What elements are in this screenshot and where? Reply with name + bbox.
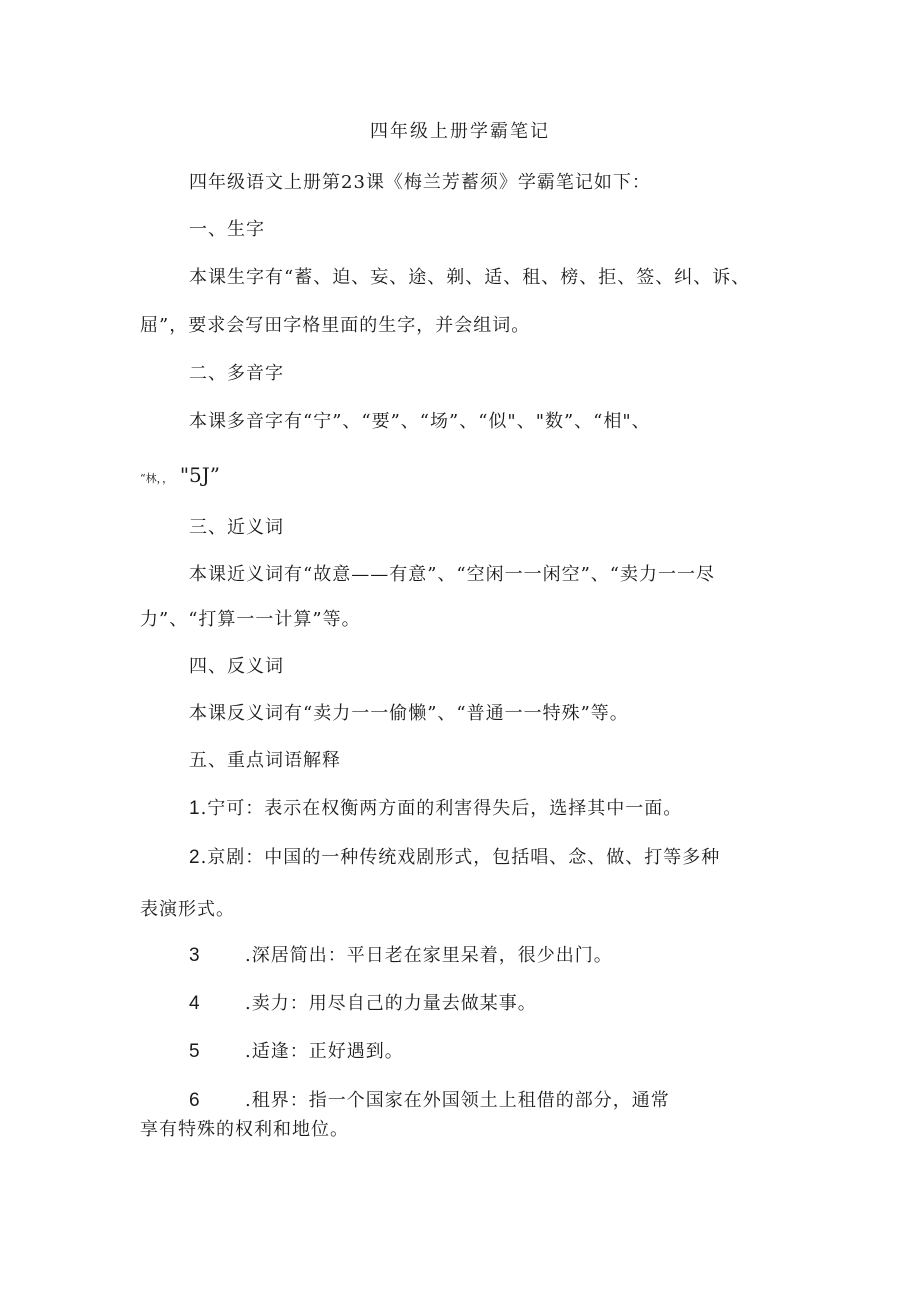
term-text: .卖力：用尽自己的力量去做某事。 — [245, 993, 537, 1014]
document-title: 四年级上册学霸笔记 — [370, 121, 550, 142]
garbled-text-large: "5J” — [179, 463, 221, 487]
characters-paragraph-line-2: 屈”，要求会写田字格里面的生字，并会组词。 — [140, 315, 531, 336]
term-number: 1 — [189, 798, 201, 819]
antonyms-paragraph: 本课反义词有“卖力一一偷懒”、“普通一一特殊”等。 — [189, 703, 629, 724]
term-number: 5 — [189, 1041, 201, 1062]
polyphones-paragraph-line-2 — [140, 463, 220, 491]
term-number: 3 — [189, 945, 201, 966]
term-item — [189, 1089, 670, 1113]
polyphones-paragraph-line-1: 本课多音字有“宁”、“要”、“场”、“似"、"数”、“相"、 — [189, 411, 651, 432]
garbled-text-small: “林，， — [140, 472, 174, 485]
term-continuation: 享有特殊的权利和地位。 — [140, 1119, 349, 1140]
term-text: .深居简出：平日老在家里呆着，很少出门。 — [245, 945, 613, 966]
section-heading-synonyms: 三、近义词 — [189, 517, 284, 538]
term-item — [189, 944, 613, 968]
term-text: .租界：指一个国家在外国领土上租借的部分，通常 — [245, 1090, 670, 1111]
term-number: 2 — [189, 847, 201, 868]
section-heading-characters: 一、生字 — [189, 219, 265, 240]
term-item — [189, 797, 682, 821]
term-item — [189, 992, 537, 1016]
synonyms-paragraph-line-2: 力”、“打算一一计算”等。 — [140, 609, 361, 630]
term-number: 6 — [189, 1090, 201, 1111]
term-continuation: 表演形式。 — [140, 899, 235, 920]
term-text: .适逢：正好遇到。 — [245, 1041, 404, 1062]
section-heading-polyphones: 二、多音字 — [189, 363, 284, 384]
intro-paragraph: 四年级语文上册第23课《梅兰芳蓄须》学霸笔记如下： — [189, 172, 651, 193]
section-heading-antonyms: 四、反义词 — [189, 656, 284, 677]
term-number: 4 — [189, 993, 201, 1014]
term-text: .京剧：中国的一种传统戏剧形式，包括唱、念、做、打等多种 — [200, 847, 721, 868]
term-text: .宁可：表示在权衡两方面的利害得失后，选择其中一面。 — [200, 798, 683, 819]
term-item — [189, 846, 720, 870]
characters-paragraph-line-1: 本课生字有“蓄、迫、妄、途、剃、适、租、榜、拒、签、纠、诉、 — [189, 267, 751, 288]
synonyms-paragraph-line-1: 本课近义词有“故意——有意”、“空闲一一闲空”、“卖力一一尽 — [189, 564, 716, 585]
term-item — [189, 1040, 404, 1064]
section-heading-key-terms: 五、重点词语解释 — [189, 750, 341, 771]
